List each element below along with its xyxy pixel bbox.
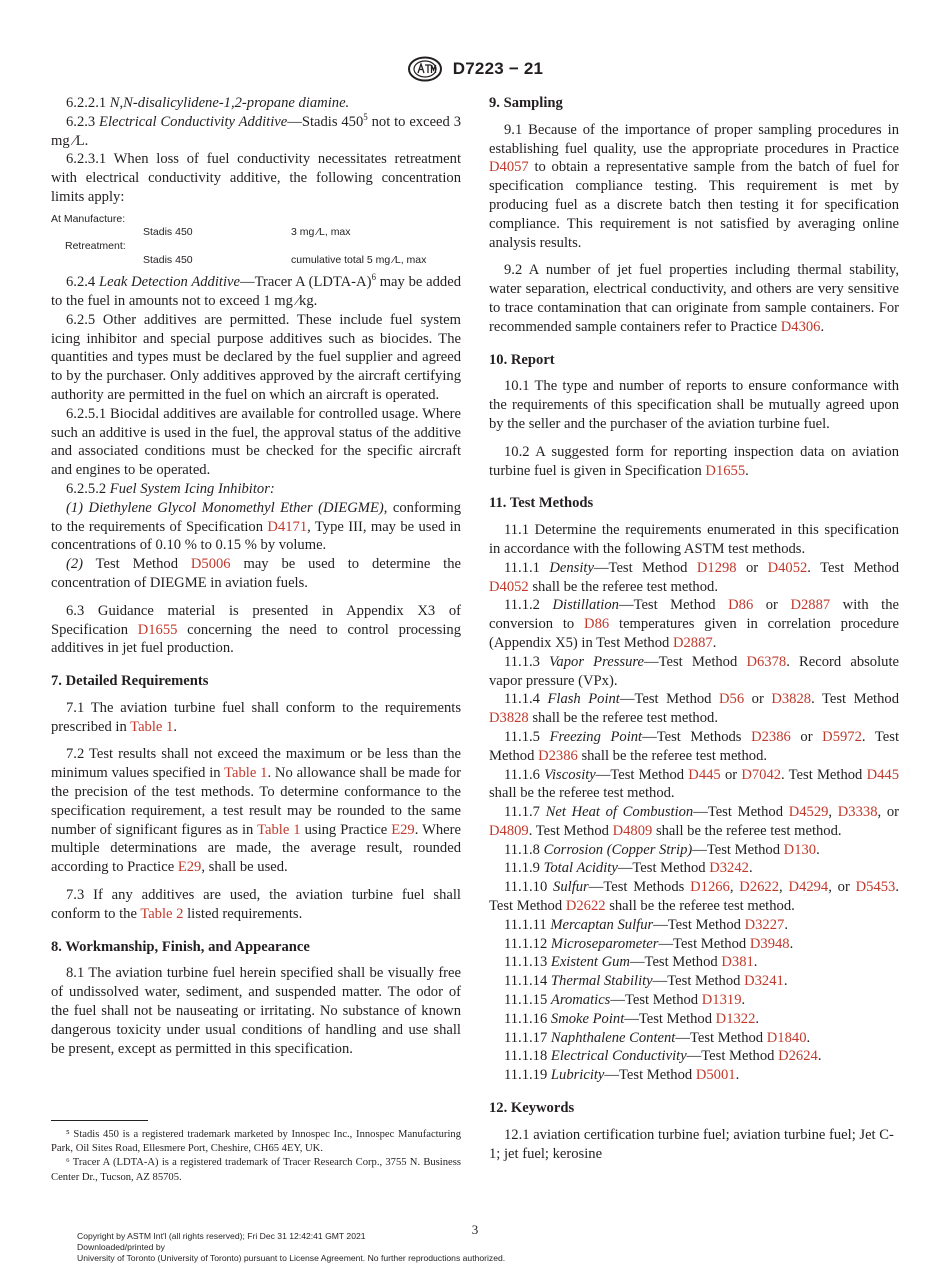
- ref-link[interactable]: D86: [728, 597, 754, 614]
- ref-link[interactable]: D3241: [744, 973, 784, 990]
- list-item: 11.1.10 Sulfur—Test Methods D1266, D2622, D4294, or D5453. Test Method D2622 shall be the referee test method.: [489, 879, 900, 915]
- list-item: 11.1.12 Microseparometer—Test Method D3948.: [504, 935, 794, 952]
- list-item: 11.1.19 Lubricity—Test Method D5001.: [504, 1067, 740, 1084]
- left-column: [51, 94, 461, 1058]
- list-item: 11.1.18 Electrical Conductivity—Test Method D2624.: [504, 1048, 822, 1065]
- list-item: 11.1.14 Thermal Stability—Test Method D3241.: [504, 973, 788, 990]
- ref-link[interactable]: D3828: [489, 710, 529, 727]
- ref-link[interactable]: D4306: [780, 318, 821, 335]
- ref-link[interactable]: D4809: [612, 822, 653, 839]
- ref-link[interactable]: D445: [866, 766, 899, 783]
- table-row: Retreatment:: [65, 239, 126, 252]
- section-heading: 10. Report: [489, 351, 555, 368]
- para-9-1: 9.1 Because of the importance of proper sampling procedures in establishing fuel quality, use the appropriate procedures in Practice D4057 to obtain a representative sample from the batch of fuel for specification compliance testing. This requirement is met by producing fuel as a discrete batch then testing it for specification compliance. This requirement is not satisfied by averaging online analysis results.: [489, 121, 899, 251]
- page-number: 3: [471, 1222, 479, 1237]
- table-row: At Manufacture:: [51, 212, 126, 225]
- ref-link[interactable]: D1322: [715, 1010, 756, 1027]
- section-heading: 11. Test Methods: [489, 495, 594, 512]
- ref-link[interactable]: D1655: [705, 462, 746, 479]
- footnotes: [51, 1128, 461, 1185]
- ref-link[interactable]: D2622: [739, 879, 780, 896]
- para-6-2-3-1: 6.2.3.1 When loss of fuel conductivity necessitates retreatment with electrical conductivity additive, the following concentration limits apply:: [51, 151, 461, 205]
- ref-link[interactable]: D3227: [744, 916, 785, 933]
- footnote-5: ⁵ Stadis 450 is a registered trademark marketed by Innospec Inc., Innospec Manufacturing Park, Oil Sites Road, Ellesmere Port, Cheshire, CH65 4EY, UK.: [51, 1129, 461, 1155]
- section-heading: 12. Keywords: [489, 1100, 575, 1117]
- ref-link[interactable]: D4529: [788, 804, 829, 821]
- ref-link[interactable]: D2622: [565, 898, 606, 915]
- para-8-1: 8.1 The aviation turbine fuel herein specified shall be visually free of undissolved water, sediment, and suspended matter. The odor of the fuel shall not be nauseating or irritating. No substance of known dangerous toxicity under usual conditions of handling and use shall be present, except as permitted in this specification.: [51, 965, 461, 1057]
- ref-link[interactable]: D2887: [790, 597, 831, 614]
- ref-link[interactable]: D445: [688, 766, 721, 783]
- list-item: 11.1.13 Existent Gum—Test Method D381.: [504, 954, 758, 971]
- ref-link[interactable]: D1655: [137, 621, 178, 638]
- ref-link[interactable]: D2386: [751, 728, 791, 745]
- table-link[interactable]: Table 1: [257, 821, 301, 838]
- page-header: [0, 56, 950, 84]
- ref-link[interactable]: D5006: [190, 556, 231, 573]
- ref-link[interactable]: E29: [177, 859, 202, 876]
- ref-link[interactable]: D2624: [778, 1048, 818, 1065]
- para-10-1: 10.1 The type and number of reports to ensure conformance with the requirements of this specification shall be mutually agreed upon by the seller and the purchaser of the aviation turbine fuel.: [489, 378, 899, 432]
- section-heading: 7. Detailed Requirements: [51, 673, 209, 690]
- ref-link[interactable]: D4294: [788, 879, 829, 896]
- ref-link[interactable]: D5001: [695, 1067, 736, 1084]
- list-item: 11.1.3 Vapor Pressure—Test Method D6378. Record absolute vapor pressure (VPx).: [489, 653, 899, 689]
- section-heading: 9. Sampling: [489, 95, 563, 111]
- list-item: 11.1.9 Total Acidity—Test Method D3242.: [504, 860, 753, 877]
- para-7-3: 7.3 If any additives are used, the aviation turbine fuel shall conform to the Table 2 listed requirements.: [51, 887, 461, 922]
- ref-link[interactable]: D3242: [709, 860, 749, 877]
- list-item: 11.1.1 Density—Test Method D1298 or D4052. Test Method D4052 shall be the referee test method.: [489, 559, 899, 595]
- document-id: D7223 − 21: [452, 59, 544, 78]
- ref-link[interactable]: D1266: [690, 879, 730, 896]
- footnote-6: ⁶ Tracer A (LDTA-A) is a registered trademark of Tracer Research Corp., 3755 N. Business Center Dr., Tucson, AZ 85705.: [51, 1157, 461, 1183]
- para-6-3: 6.3 Guidance material is presented in Appendix X3 of Specification D1655 concerning the need to control processing additives in jet fuel production.: [51, 602, 461, 657]
- para-6-2-5-2-1: (1) Diethylene Glycol Monomethyl Ether (DIEGME), conforming to the requirements of Specification D4171, Type III, may be used in concentrations of 0.10 % to 0.15 % by volume.: [51, 499, 461, 554]
- table-link[interactable]: Table 2: [140, 905, 184, 922]
- list-item: 11.1.6 Viscosity—Test Method D445 or D7042. Test Method D445 shall be the referee test method.: [489, 766, 899, 802]
- ref-link[interactable]: D4057: [489, 159, 529, 176]
- ref-link[interactable]: D1298: [696, 559, 737, 576]
- para-6-2-5-2: 6.2.5.2 Fuel System Icing Inhibitor:: [66, 480, 275, 497]
- list-item: 11.1.17 Naphthalene Content—Test Method D1840.: [504, 1029, 811, 1046]
- list-item: 11.1.15 Aromatics—Test Method D1319.: [504, 992, 746, 1009]
- list-item: 11.1.2 Distillation—Test Method D86 or D2887 with the conversion to D86 temperatures given in correlation procedure (Appendix X5) in Test Method D2887.: [489, 597, 899, 651]
- ref-link[interactable]: D130: [783, 841, 817, 858]
- para-7-2: 7.2 Test results shall not exceed the maximum or be less than the minimum values specified in Table 1. No allowance shall be made for the precision of the test methods. To determine conformance to the specification requirement, a test result may be rounded to the same number of significant figures as in Table 1 using Practice E29. Where multiple determinations are made, the average result, rounded according to Practice E29, shall be used.: [51, 746, 461, 876]
- footer-line: Downloaded/printed by: [77, 1242, 165, 1252]
- para-6-2-5: 6.2.5 Other additives are permitted. These include fuel system icing inhibitor and special purpose additives such as biocides. The quantities and types must be declared by the fuel supplier and agreed to by the purchaser. Only additives approved by the aircraft certifying authority are permitted in the fuel on which an aircraft is operated.: [51, 311, 461, 403]
- ref-link[interactable]: D4171: [267, 518, 308, 535]
- ref-link[interactable]: E29: [391, 821, 415, 838]
- para-12-1: 12.1 aviation certification turbine fuel; aviation turbine fuel; Jet C-1; jet fuel; kerosine: [489, 1126, 894, 1162]
- test-methods-list: [489, 521, 899, 1085]
- footnote-divider: [51, 1120, 148, 1121]
- para-7-1: 7.1 The aviation turbine fuel shall conform to the requirements prescribed in Table 1.: [51, 699, 461, 735]
- list-item: 11.1.5 Freezing Point—Test Methods D2386 or D5972. Test Method D2386 shall be the referee test method.: [489, 728, 899, 764]
- list-item: 11.1.8 Corrosion (Copper Strip)—Test Method D130.: [504, 841, 820, 858]
- ref-link[interactable]: D56: [719, 691, 745, 708]
- list-item: 11.1.11 Mercaptan Sulfur—Test Method D3227.: [504, 916, 788, 933]
- para-6-2-3: 6.2.3 Electrical Conductivity Additive—Stadis $450^5$ not to exceed 3 mg ⁄L.: [51, 111, 461, 149]
- ref-link[interactable]: D3828: [771, 691, 812, 708]
- table-row: Stadis 450 cumulative total 5 mg ⁄L, max: [143, 253, 427, 266]
- para-6-2-2-1: 6.2.2.1 N,N-disalicylidene-1,2-propane diamine.: [66, 95, 350, 111]
- para-6-2-4: 6.2.4 Leak Detection Additive—Tracer A (LDTA-A)$^6$ may be added to the fuel in amounts not to exceed 1 mg ⁄kg.: [51, 272, 461, 309]
- ref-link[interactable]: D4052: [767, 559, 808, 576]
- ref-link[interactable]: D1840: [766, 1029, 807, 1046]
- ref-link[interactable]: D5453: [855, 879, 896, 896]
- para-6-2-5-2-2: (2) Test Method D5006 may be used to determine the concentration of DIEGME in aviation fuels.: [51, 556, 461, 591]
- copyright-footer: [77, 1231, 505, 1264]
- para-11-1: 11.1 Determine the requirements enumerated in this specification in accordance with the following ASTM test methods.: [489, 522, 899, 557]
- list-item: 11.1.16 Smoke Point—Test Method D1322.: [504, 1010, 760, 1027]
- ref-link[interactable]: D2887: [672, 634, 713, 651]
- table-link[interactable]: Table 1: [224, 765, 268, 782]
- ref-link[interactable]: D4809: [489, 822, 529, 839]
- list-item: 11.1.7 Net Heat of Combustion—Test Method D4529, D3338, or D4809. Test Method D4809 shall be the referee test method.: [489, 804, 899, 839]
- ref-link[interactable]: D1319: [701, 992, 742, 1009]
- para-6-2-5-1: 6.2.5.1 Biocidal additives are available for controlled usage. Where such an additive is used in the fuel, the approval status of the additive and associated conditions must be checked for the specific aircraft and engines to be operated.: [51, 405, 461, 479]
- concentration-limits-table: [51, 213, 461, 267]
- ref-link[interactable]: D7042: [741, 766, 782, 783]
- ref-link[interactable]: D2386: [538, 747, 578, 764]
- section-heading: 8. Workmanship, Finish, and Appearance: [51, 938, 310, 955]
- right-column: [489, 94, 899, 1163]
- ref-link[interactable]: D4052: [489, 578, 529, 595]
- para-9-2: 9.2 A number of jet fuel properties including thermal stability, water separation, electrical conductivity, and others are very sensitive to trace contamination that can originate from sample containers. For recommended sample containers refer to Practice D4306.: [489, 262, 899, 335]
- ref-link[interactable]: D3338: [837, 804, 878, 821]
- astm-logo-icon: [407, 56, 443, 82]
- list-item: 11.1.4 Flash Point—Test Method D56 or D3828. Test Method D3828 shall be the referee test method.: [489, 691, 899, 727]
- ref-link[interactable]: D381: [721, 954, 754, 971]
- table-row: Stadis 450 3 mg ⁄L, max: [143, 226, 351, 239]
- table-link[interactable]: Table 1: [130, 718, 174, 735]
- ref-link[interactable]: D86: [584, 616, 610, 633]
- ref-link[interactable]: D3948: [749, 935, 790, 952]
- para-10-2: 10.2 A suggested form for reporting inspection data on aviation turbine fuel is given in Specification D1655.: [489, 443, 899, 479]
- ref-link[interactable]: D5972: [822, 728, 862, 745]
- footer-line: University of Toronto (University of Toronto) pursuant to License Agreement. No further reproductions authorized.: [77, 1253, 506, 1263]
- ref-link[interactable]: D6378: [746, 653, 787, 670]
- footer-line: Copyright by ASTM Int'l (all rights reserved); Fri Dec 31 12:42:41 GMT 2021: [77, 1231, 366, 1241]
